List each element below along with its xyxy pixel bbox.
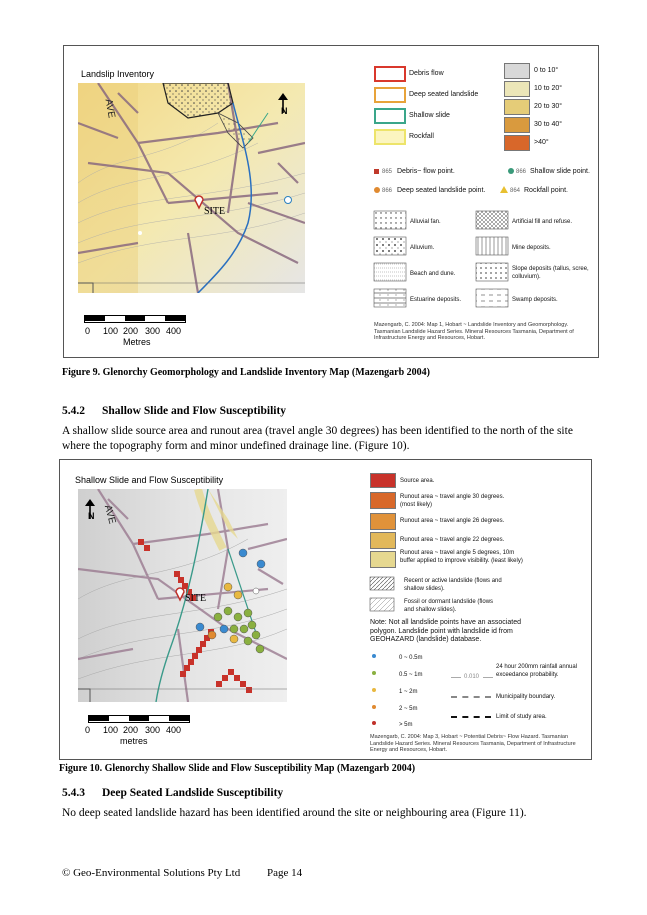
geology-slope-deposits: Slope deposits (tallus, scree, colluvium). xyxy=(512,266,589,280)
geology-beach-dune: Beach and dune. xyxy=(410,271,456,277)
legend-swatch-deep-seated xyxy=(374,87,406,103)
depth-label-4: > 5m xyxy=(399,722,413,728)
footer-copyright: © Geo-Environmental Solutions Pty Ltd xyxy=(62,867,241,879)
section-5-4-3-number: 5.4.3 xyxy=(62,787,85,799)
figure-9-map xyxy=(78,83,305,293)
legend-debris-flow: Debris flow xyxy=(409,70,444,77)
study-limit-label: Limit of study area. xyxy=(496,714,547,720)
points-note: Note: Not all landslide points have an associated polygon. Landslide point with landslide id from GEOHAZARD (landslide) database. xyxy=(370,619,521,643)
depth-dot-4 xyxy=(372,721,376,725)
legend-deep-seated: Deep seated landslide xyxy=(409,91,479,98)
slope-label-0: 0 to 10° xyxy=(534,67,559,74)
figure-9-caption: Figure 9. Glenorchy Geomorphology and Landslide Inventory Map (Mazengarb 2004) xyxy=(62,367,430,378)
figure-10-title: Shallow Slide and Flow Susceptibility xyxy=(75,475,224,485)
area-swatch-source xyxy=(370,473,396,488)
municipality-label: Municipality boundary. xyxy=(496,694,556,700)
north-label: N xyxy=(88,511,95,521)
figure-9-reference: Mazengarb, C. 2004: Map 1, Hobart ~ Landslide Inventory and Geomorphology. Tasmanian Landslide Hazard Series. Mineral Resources Tasmania, Department of Infrastructure Energy and Resources, Hobart. xyxy=(374,322,574,341)
figure-9 xyxy=(63,45,599,358)
legend-shallow-slide: Shallow slide xyxy=(409,112,450,119)
legend-swatch-shallow-slide xyxy=(374,108,406,124)
scale-unit: metres xyxy=(120,736,148,746)
scale-tick-100: 100 xyxy=(103,326,119,336)
scale-tick-200: 200 xyxy=(123,725,139,735)
depth-dot-2 xyxy=(372,688,376,692)
figure-9-title: Landslip Inventory xyxy=(81,69,155,79)
site-label: SITE xyxy=(185,593,207,604)
rainfall-value: 0.010 xyxy=(464,674,480,680)
depth-label-2: 1 ~ 2m xyxy=(399,689,418,695)
municipality-line xyxy=(451,696,491,698)
depth-dot-1 xyxy=(372,671,376,675)
section-5-4-2-body: A shallow slide source area and runout area (travel angle 30 degrees) has been identified to the north of the site where the topography form and minor undefined drainage line. (Figure 10). xyxy=(62,425,573,452)
legend-swatch-debris-flow xyxy=(374,66,406,82)
deep-point-label: Deep seated landslide point. xyxy=(397,187,486,194)
depth-label-3: 2 ~ 5m xyxy=(399,706,418,712)
shallow-point-number: 866 xyxy=(516,169,527,175)
slope-swatch-2 xyxy=(504,99,530,115)
scale-bar xyxy=(88,715,190,723)
slope-swatch-3 xyxy=(504,117,530,133)
rockfall-point-icon xyxy=(500,186,508,193)
study-limit-line xyxy=(451,716,491,718)
area-label-22: Runout area ~ travel angle 22 degrees. xyxy=(400,537,505,543)
debris-point-label: Debris~ flow point. xyxy=(397,168,455,175)
rockfall-point-label: Rockfall point. xyxy=(524,187,568,194)
slope-swatch-1 xyxy=(504,81,530,97)
scale-tick-300: 300 xyxy=(145,326,161,336)
hatch-label-recent: Recent or active landslide (flows and shallow slides). xyxy=(404,578,502,592)
figure-10-reference: Mazengarb, C. 2004: Map 3, Hobart ~ Potential Debris~ Flow Hazard. Tasmanian Landslide Hazard Series. Mineral Resources Tasmania, Department of Infrastructure Energy and Resources, Hobart. xyxy=(370,734,576,753)
area-swatch-30 xyxy=(370,492,396,509)
scale-unit: Metres xyxy=(123,337,151,347)
scale-tick-400: 400 xyxy=(166,725,182,735)
site-label: SITE xyxy=(204,206,226,217)
deep-point-icon xyxy=(374,187,380,193)
footer-page-number: Page 14 xyxy=(267,867,303,879)
area-label-source: Source area. xyxy=(400,478,435,484)
shallow-point-label: Shallow slide point. xyxy=(530,168,590,175)
section-5-4-2-number: 5.4.2 xyxy=(62,405,85,417)
section-5-4-3-title: Deep Seated Landslide Susceptibility xyxy=(102,787,284,799)
scale-tick-200: 200 xyxy=(123,326,139,336)
rainfall-line-right xyxy=(483,677,493,678)
figure-10-caption: Figure 10. Glenorchy Shallow Slide and Flow Susceptibility Map (Mazengarb 2004) xyxy=(59,763,416,774)
street-label: AVE xyxy=(102,98,117,119)
scale-tick-0: 0 xyxy=(85,326,91,336)
slope-label-3: 30 to 40° xyxy=(534,121,563,128)
geology-artificial-fill: Artificial fill and refuse. xyxy=(512,219,573,225)
deep-point-number: 866 xyxy=(382,188,393,194)
scale-tick-400: 400 xyxy=(166,326,182,336)
rockfall-point-number: 864 xyxy=(510,188,521,194)
geology-alluvium: Alluvium. xyxy=(410,245,435,251)
legend-rockfall: Rockfall xyxy=(409,133,434,140)
slope-label-1: 10 to 20° xyxy=(534,85,563,92)
area-swatch-5 xyxy=(370,551,396,568)
slope-swatch-4 xyxy=(504,135,530,151)
scale-tick-0: 0 xyxy=(85,725,91,735)
section-5-4-2-title: Shallow Slide and Flow Susceptibility xyxy=(102,405,287,417)
depth-dot-0 xyxy=(372,654,376,658)
debris-point-number: 865 xyxy=(382,169,393,175)
scale-tick-100: 100 xyxy=(103,725,119,735)
geology-mine-deposits: Mine deposits. xyxy=(512,245,551,251)
area-label-30: Runout area ~ travel angle 30 degrees. (most likely) xyxy=(400,494,505,508)
geology-estuarine: Estuarine deposits. xyxy=(410,297,462,303)
slope-label-4: >40° xyxy=(534,139,549,146)
area-swatch-22 xyxy=(370,532,396,549)
slope-label-2: 20 to 30° xyxy=(534,103,563,110)
rainfall-label: 24 hour 200mm rainfall annual exceedance probability. xyxy=(496,664,578,678)
scale-tick-300: 300 xyxy=(145,725,161,735)
debris-point-icon xyxy=(374,169,379,174)
geology-swamp: Swamp deposits. xyxy=(512,297,558,303)
depth-label-1: 0.5 ~ 1m xyxy=(399,672,423,678)
scale-bar xyxy=(84,315,186,323)
slope-swatch-0 xyxy=(504,63,530,79)
street-label: AVE xyxy=(101,503,118,526)
rainfall-line-left xyxy=(451,677,461,678)
figure-10 xyxy=(59,459,592,760)
figure-10-map xyxy=(78,489,287,702)
north-label: N xyxy=(281,106,288,116)
hatch-label-fossil: Fossil or dormant landslide (flows and shallow slides). xyxy=(404,599,494,613)
legend-swatch-rockfall xyxy=(374,129,406,145)
shallow-point-icon xyxy=(508,168,514,174)
depth-label-0: 0 ~ 0.5m xyxy=(399,655,423,661)
area-swatch-26 xyxy=(370,513,396,530)
area-label-26: Runout area ~ travel angle 26 degrees. xyxy=(400,518,505,524)
depth-dot-3 xyxy=(372,705,376,709)
area-label-5: Runout area ~ travel angle 5 degrees, 10m buffer applied to improve visibility. (least likely) xyxy=(400,550,523,564)
geology-alluvial-fan: Alluvial fan. xyxy=(410,219,441,225)
section-5-4-3-body: No deep seated landslide hazard has been identified around the site or neighbouring area (Figure 11). xyxy=(62,807,527,819)
